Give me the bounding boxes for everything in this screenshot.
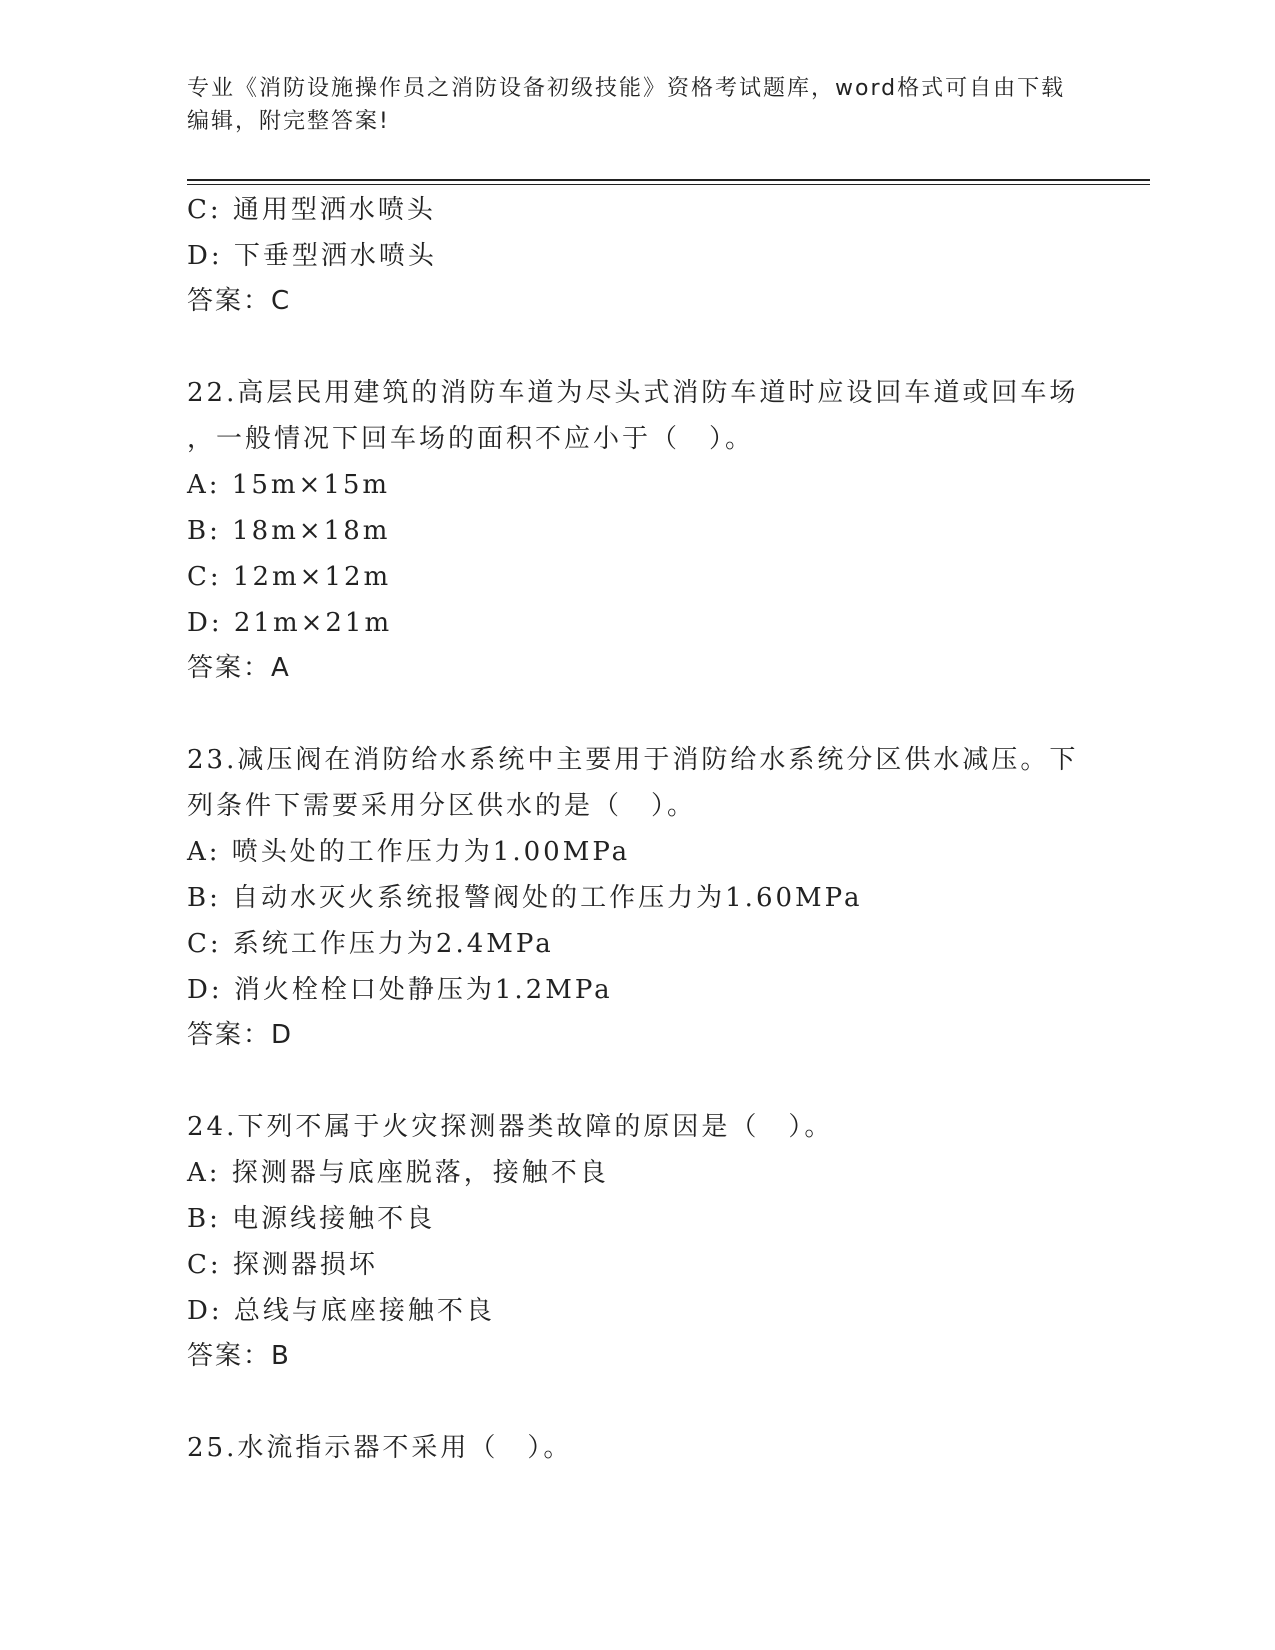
question-24: [187, 1104, 1087, 1378]
option-d: D: 总线与底座接触不良: [187, 1296, 495, 1326]
option-c: C: 探测器损坏: [187, 1250, 378, 1280]
option-b: B: 18m×18m: [187, 516, 391, 546]
option-b: B: 自动水灭火系统报警阀处的工作压力为1.60MPa: [187, 883, 863, 913]
question-stem-line: 23.减压阀在消防给水系统中主要用于消防给水系统分区供水减压。下: [187, 745, 1079, 775]
option-c: C: 系统工作压力为2.4MPa: [187, 929, 554, 959]
answer: 答案：C: [187, 286, 292, 316]
header-rule-thick: [187, 179, 1150, 181]
answer: 答案：D: [187, 1020, 294, 1050]
answer: 答案：A: [187, 653, 291, 683]
header-rule-thin: [187, 184, 1150, 185]
option-a: A: 探测器与底座脱落，接触不良: [187, 1158, 609, 1188]
option-b: B: 电源线接触不良: [187, 1204, 436, 1234]
question-23: [187, 737, 1087, 1057]
option-d: D: 下垂型洒水喷头: [187, 241, 437, 271]
question-stem-line: 25.水流指示器不采用（ ）。: [187, 1433, 573, 1463]
question-stem-line: 22.高层民用建筑的消防车道为尽头式消防车道时应设回车道或回车场: [187, 378, 1079, 408]
question-stem-line: ，一般情况下回车场的面积不应小于（ ）。: [187, 424, 755, 454]
document-header: 专业《消防设施操作员之消防设备初级技能》资格考试题库，word格式可自由下载编辑，附完整答案!: [187, 76, 1066, 134]
answer: 答案：B: [187, 1341, 291, 1371]
option-c: C: 12m×12m: [187, 562, 392, 592]
question-stem-line: 24.下列不属于火灾探测器类故障的原因是（ ）。: [187, 1112, 834, 1142]
question-stem-line: 列条件下需要采用分区供水的是（ ）。: [187, 791, 697, 821]
option-d: D: 消火栓栓口处静压为1.2MPa: [187, 975, 613, 1005]
option-a: A: 15m×15m: [187, 470, 391, 500]
option-a: A: 喷头处的工作压力为1.00MPa: [187, 837, 631, 867]
question-21-continuation: [187, 187, 1087, 323]
question-25: [187, 1425, 1087, 1471]
question-22: [187, 370, 1087, 690]
option-d: D: 21m×21m: [187, 608, 393, 638]
question-list: [187, 187, 1087, 1471]
option-c: C: 通用型洒水喷头: [187, 195, 436, 225]
